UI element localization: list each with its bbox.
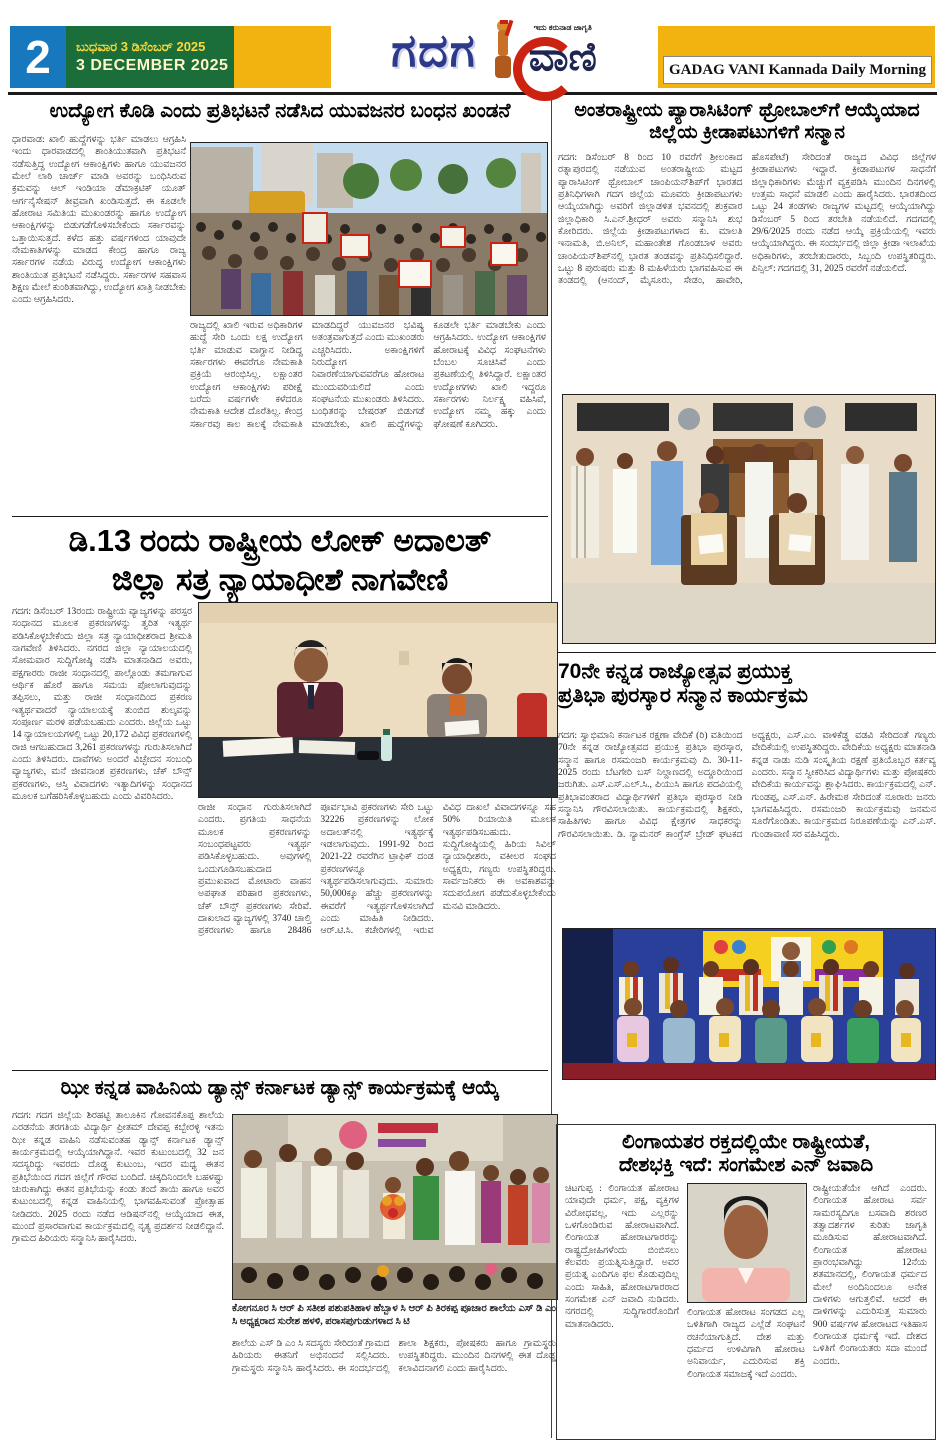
- lingayat-article-box: [556, 1124, 936, 1440]
- rajyotsava-body-columns: ಗದಗ: ಸ್ವಾಭಿಮಾನಿ ಕರ್ನಾಟಕ ರಕ್ಷಣಾ ವೇದಿಕೆ (ರಿ) ವತಿಯಿಂದ 70ನೇ ಕನ್ನಡ ರಾಜ್ಯೋತ್ಸವದ ಪ್ರಯುಕ್ತ ಪ್ರತಿಭಾ ಪುರಸ್ಕಾರ, ಸನ್ಮಾನ ಹಾಗೂ ರಸಮಂಜರಿ ಕಾರ್ಯಕ್ರಮವು ದಿ. 30-11-2025 ರಂದು ಬೆಟಗೇರಿ ಬಸ್ ನಿಲ್ದಾಣದಲ್ಲಿ ಅದ್ದೂರಿಯಿಂದ ಜರುಗಿತು. ಎಸ್.ಎಸ್.ಎಲ್.ಸಿ., ಪಿಯುಸಿ ಹಾಗೂ ಪದವಿಯಲ್ಲಿ ಪ್ರತಿಭಾವಂತರಾದ ವಿದ್ಯಾರ್ಥಿಗಳಿಗೆ ಪ್ರತಿಭಾ ಪುರಸ್ಕಾರ ನೀಡಿ ಸನ್ಮಾನಿಸಿ ಗೌರವಿಸಲಾಯಿತು. ಕಾರ್ಯಕ್ರಮದಲ್ಲಿ ಶಿಕ್ಷಕರು, ಸಾಹಿತಿಗಳು ಹಾಗೂ ವಿವಿಧ ಕ್ಷೇತ್ರಗಳ ಸಾಧಕರನ್ನು ಗೌರವಿಸಲಾಯಿತು. ಡಿ. ನ್ಯಾಮನರ್ ಕಾಂಗ್ರೆಸ್ ಬ್ರೇಡ್ ಘಟಕದ ಅಧ್ಯಕ್ಷರು, ಎಸ್.ಎಂ. ವಾಳಿಕೆಡ್ಡ ವಡವಿ ಸೇರಿದಂತೆ ಗಣ್ಯರು ವೇದಿಕೆಯಲ್ಲಿ ಉಪಸ್ಥಿತರಿದ್ದರು. ವೇದಿಕೆಯ ಅಧ್ಯಕ್ಷರು ಮಾತನಾಡಿ ಕನ್ನಡ ನಾಡು ನುಡಿ ಸಂಸ್ಕೃತಿಯ ರಕ್ಷಣೆ ಪ್ರತಿಯೊಬ್ಬರ ಕರ್ತವ್ಯ ಎಂದರು. ಸನ್ಮಾನ ಸ್ವೀಕರಿಸಿದ ವಿದ್ಯಾರ್ಥಿಗಳು ಮತ್ತು ಪೋಷಕರು ವೇದಿಕೆಯ ಕಾರ್ಯವನ್ನು ಶ್ಲಾಘಿಸಿದರು. ಕಾರ್ಯಕ್ರಮದಲ್ಲಿ ಎನ್. ಗುಂಡಪ್ಪ, ಎಸ್.ಎನ್. ಹಿರೇಮಠ ಸೇರಿದಂತೆ ನೂರಾರು ಜನರು ಭಾಗವಹಿಸಿದ್ದರು. ರಸಮಂಜರಿ ಕಾರ್ಯಕ್ರಮವು ಜನಮನ ಸೂರೆಗೊಂಡಿತು. ಕಾರ್ಯಕ್ರಮದ ನಿರೂಪಣೆಯನ್ನು ಎನ್.ಎಸ್. ಗುಂಡಾವಾಣಿ ಸರ ವಹಿಸಿದ್ದರು.: [558, 731, 936, 840]
- headline-rajyotsava: [558, 660, 936, 708]
- village-event-illustration: [233, 1115, 557, 1299]
- stage-group-photo: [562, 928, 936, 1080]
- headline-rajyotsava-line1: 70ನೇ ಕನ್ನಡ ರಾಜ್ಯೋತ್ಸವ ಪ್ರಯುಕ್ತ: [558, 660, 792, 683]
- header-yellow-block-left: [234, 26, 331, 88]
- page-number: 2: [25, 31, 51, 83]
- headline-rajyotsava-line2: ಪ್ರತಿಭಾ ಪುರಸ್ಕಾರ ಸನ್ಮಾನ ಕಾರ್ಯಕ್ರಮ: [558, 684, 808, 708]
- lingayat-col3: ರಾಷ್ಟ್ರೀಯತೆಯೇ ಆಗಿದೆ ಎಂದರು. ಲಿಂಗಾಯತ ಹೋರಾಟ ಸರ್ವ ಸಾಮರಸ್ಯದಿಗೂ ಬಸವಾದಿ ಶರಣರ ತತ್ವಾದರ್ಶಗಳ ಕುರಿತು ಜಾಗೃತಿ ಮೂಡಿಸುವ ಹೋರಾಟವಾಗಿದೆ. ಲಿಂಗಾಯತ ಹೋರಾಟ ಪ್ರಾರಂಭವಾಗಿದ್ದು 12ನೆಯ ಶತಮಾನದಲ್ಲಿ, ಲಿಂಗಾಯತ ಧರ್ಮದ ಮೇಲೆ ಅಂದಿನಿಂದಲೂ ಅನೇಕ ದಾಳಿಗಳು ಆಗುತ್ತಲಿವೆ. ಆದರೆ ಈ ದಾಳಿಗಳನ್ನು ಎದುರಿಸುತ್ತ ಸುಮಾರು 900 ವರ್ಷಗಳ ಹೋರಾಟದ ಇತಿಹಾಸ ಲಿಂಗಾಯತ ಧರ್ಮಕ್ಕೆ ಇದೆ. ದೇಶದ ಒಳಿತಿಗೆ ಲಿಂಗಾಯತರು ಸದಾ ಮುಂದೆ ಎಂದರು.: [813, 1184, 927, 1367]
- village-photo-caption: ಕೋಗನೂರ ಸಿ ಆರ್ ಪಿ ಸತೀಶ ಪಶುಪತಿಹಾಳ ಹೆಬ್ಬಾಳ ಸಿ ಆರ್ ಪಿ ತಿರಕಪ್ಪ ಪೂಜಾರ ಶಾಲೆಯ ಎಸ್ ಡಿ ಎಂ ಸಿ ಅಧ್ಯಕ್ಷರಾದ ಸುರೇಶ ಹಳಳಿ, ಪರಾಸಪುಗುಡುಗಳಾದ ಸಿ ಟಿ: [232, 1303, 556, 1327]
- section-rule-2: [12, 1070, 548, 1071]
- lok-adalat-lead-column: ಗದಗ: ಡಿಸೆಂಬರ್ 13ರಂದು ರಾಷ್ಟ್ರೀಯ ವ್ಯಾಜ್ಯಗಳನ್ನು ಪರಸ್ಪರ ಸಂಧಾನದ ಮೂಲಕ ಪ್ರಕರಣಗಳನ್ನು ತ್ವರಿತ ಇತ್ಯರ್ಥ ಪಡಿಸಿಕೊಳ್ಳಬೇಕೆಂದು ಜಿಲ್ಲಾ ಸತ್ರ ನ್ಯಾಯಾಧೀಶರಾದ ಶ್ರೀಮತಿ ನಾಗವೇಣಿ ತಿಳಿಸಿದರು. ನಗರದ ಜಿಲ್ಲಾ ನ್ಯಾಯಾಲಯದಲ್ಲಿ ಸೋಮವಾರ ಸುದ್ದಿಗೋಷ್ಠಿ ನಡೆಸಿ ಮಾತನಾಡಿದ ಅವರು, ಪಕ್ಷಗಾರರು ರಾಜೀ ಸಂಧಾನದಲ್ಲಿ ಪಾಲ್ಗೊಂಡು ತಮಗಾಗುವ ಆರ್ಥಿಕ ಹೊರೆ ಹಾಗೂ ಸಮಯ ಪೋಲಾಗುವುದನ್ನು ತಪ್ಪಿಸಲು, ಮತ್ತು ರಾಜೀ ಸಂಧಾನದಿಂದ ಪ್ರಕರಣ ಇತ್ಯರ್ಥವಾದರೆ ನ್ಯಾಯಾಲಯಕ್ಕೆ ತುಂಬಿದ ಶುಲ್ಕವನ್ನು ಸಂಪೂರ್ಣ ಮರಳಿ ಪಡೆಯಬಹುದು ಎಂದರು. ಜಿಲ್ಲೆಯ ಒಟ್ಟು 14 ನ್ಯಾಯಾಲಯಗಳಲ್ಲಿ ಒಟ್ಟು 20,172 ವಿವಿಧ ಪ್ರಕರಣಗಳಲ್ಲಿ ರಾಜಿ ಆಗಬಹುದಾದ 3,261 ಪ್ರಕರಣಗಳನ್ನು ಗುರುತಿಸಲಾಗಿದೆ ಎಂದು ತಿಳಿಸಿದರು. ದಾವೆಗಳು ಅಂದರೆ ವಿಚ್ಛೇದನ ಸಂಬಂಧಿ ವ್ಯಾಜ್ಯಗಳು, ಮನೆ ಜೀವನಾಂಶ ಪ್ರಕರಣಗಳು, ಚೆಕ್ ಬೌನ್ಸ್ ಪ್ರಕರಣಗಳು, ಆಸ್ತಿ ವಿವಾದಗಳು ಇತ್ಯಾದಿಗಳನ್ನು ಸಂಧಾನದ ಮೂಲಕ ಬಗೆಹರಿಸಿಕೊಳ್ಳಬಹುದು ಎಂದು ವಿವರಿಸಿದರು.: [12, 607, 192, 803]
- portrait-photo: [687, 1183, 807, 1303]
- headline-lingayat-line1: ಲಿಂಗಾಯತರ ರಕ್ತದಲ್ಲಿಯೇ ರಾಷ್ಟ್ರೀಯತೆ,: [622, 1131, 870, 1153]
- headline-throwball-line1: ಅಂತರಾಷ್ಟ್ರೀಯ ಪ್ಯಾರಾಸಿಟಿಂಗ್ ಥ್ರೋಬಾಲ್‌ಗೆ ಆಯ್ಕೆಯಾದ: [574, 100, 920, 121]
- headline-lingayat: [565, 1131, 927, 1177]
- dance-body-columns: ಶಾಲೆಯ ಎಸ್ ಡಿ ಎಂ ಸಿ ಸದಸ್ಯರು ಸೇರಿದಂತೆ ಗ್ರಾಮದ ಹಿರಿಯರು ಈತನಿಗೆ ಅಭಿನಂದನೆ ಸಲ್ಲಿಸಿದರು. ಗ್ರಾಮಸ್ಥರು ಸನ್ಮಾನಿಸಿ ಹಾರೈಸಿದರು. ಈ ಸಂದರ್ಭದಲ್ಲಿ ಶಾಲಾ ಶಿಕ್ಷಕರು, ಪೋಷಕರು ಹಾಗೂ ಗ್ರಾಮಸ್ಥರು ಉಪಸ್ಥಿತರಿದ್ದರು. ಮುಂದಿನ ದಿನಗಳಲ್ಲಿ ಈತ ದೊಡ್ಡ ಕಲಾವಿದನಾಗಲಿ ಎಂದು ಹಾರೈಸಿದರು.: [232, 1339, 556, 1374]
- dance-lead-column: ಗದಗ: ಗದಗ ಜಿಲ್ಲೆಯ ಶಿರಹಟ್ಟಿ ತಾಲೂಕಿನ ಗೋವನಕೊಪ್ಪ ಶಾಲೆಯ ಎರಡನೆಯ ತರಗತಿಯ ವಿದ್ಯಾರ್ಥಿ ಪ್ರೀತಮ್ ದೇವಪ್ಪ ಕಬ್ಬೇರಳ್ಳಿ ಇತನು ಝೀ ಕನ್ನಡ ವಾಹಿನಿ ನಡೆಸುವಂತಹ ಡ್ಯಾನ್ಸ್ ಕರ್ನಾಟಕ ಡ್ಯಾನ್ಸ್ ಕಾರ್ಯಕ್ರಮದಲ್ಲಿ ಆಯ್ಕೆಯಾಗಿದ್ದಾನೆ. ಇವರ ಕುಟುಂಬದಲ್ಲಿ 32 ಜನ ಸದಸ್ಯರಿದ್ದು ಇವರದು ದೊಡ್ಡ ಕುಟುಂಬ, ಇದರ ಮಧ್ಯ ಈತನ ಪ್ರತಿಭೆಯಿಂದ ಗದಗ ಜಿಲ್ಲೆಗೆ ಗೌರವ ಬಂದಿದೆ. ಚಿಕ್ಕದಿನಿಂದಲೇ ಬಹಳಷ್ಟು ಚುರುಕಾಗಿದ್ದು ಈತನ ಪ್ರತಿಭೆಯನ್ನು ಕಂಡು ತಂದೆ ತಾಯಿ ಹಾಗೂ ಅವರ ಕುಟುಂಬದಲ್ಲಿ ಕನ್ನಡ ವಾಹಿನಿಯಲ್ಲಿ ಭಾಗವಹಿಸುವಂತೆ ಪ್ರೋತ್ಸಾಹ ನೀಡಿದರು. 2025 ರಂದು ನಡೆದ ಆಡಿಷನ್‌ನಲ್ಲಿ ಆಯ್ಕೆಯಾದ ಈತ, ಮುಂದೆ ಪ್ರಸಾರವಾಗುವ ಕಾರ್ಯಕ್ರಮದಲ್ಲಿ ನೃತ್ಯ ಪ್ರದರ್ಶನ ನೀಡಲಿದ್ದಾನೆ. ಗ್ರಾಮದ ಹಿರಿಯರು ಸನ್ಮಾನಿಸಿ ಹಾರೈಸಿದರು.: [12, 1111, 224, 1245]
- english-banner-text: GADAG VANI Kannada Daily Morning: [669, 61, 926, 78]
- protest-photo: [190, 142, 548, 316]
- lingayat-col1: ಚಿಟಗುಪ್ಪ : ಲಿಂಗಾಯತ ಹೋರಾಟ ಯಾವುದೇ ಧರ್ಮ, ಪಕ್ಷ, ವ್ಯಕ್ತಿಗಳ ವಿರೋಧವಲ್ಲ, ಇದು ಎಲ್ಲರನ್ನು ಒಳಗೊಂಡಿರುವ ಹೋರಾಟವಾಗಿದೆ. ಲಿಂಗಾಯತ ಹೋರಾಟಗಾರರನ್ನು ರಾಷ್ಟ್ರದ್ರೋಹಿಗಳೆಂದು ಬಿಂಬಿಸಲು ಕೆಲವರು ಪ್ರಯತ್ನಿಸುತ್ತಿದ್ದಾರೆ. ಅವರ ಪ್ರಯತ್ನ ಎಂದಿಗೂ ಫಲ ಕೊಡುವುದಿಲ್ಲ ಎಂದು ಸಾಹಿತಿ, ಹೋರಾಟಗಾರರಾದ ಸಂಗಮೇಶ ಎನ್ ಜವಾದಿ ನುಡಿದರು. ನಗರದಲ್ಲಿ ಸುದ್ದಿಗಾರರೊಂದಿಗೆ ಮಾತನಾಡಿದರು.: [565, 1184, 679, 1330]
- date-english: 3 DECEMBER 2025: [76, 57, 229, 74]
- header-rule: [8, 92, 937, 95]
- headline-lok-adalat-line2: ಜಿಲ್ಲಾ ಸತ್ರ ನ್ಯಾಯಾಧೀಶೆ ನಾಗವೇಣಿ: [111, 561, 449, 597]
- date-box: [66, 26, 244, 88]
- section-rule-3: [558, 652, 936, 653]
- headline-lok-adalat-line1: ಡಿ.13 ರಂದು ರಾಷ್ಟ್ರೀಯ ಲೋಕ್ ಅದಾಲತ್: [68, 523, 492, 558]
- village-event-photo: [232, 1114, 558, 1300]
- protest-photo-illustration: [191, 143, 547, 315]
- masthead-tagline: ಇದು ಕರುನಾಡ ಜಾಗೃತಿ: [533, 22, 592, 32]
- headline-dance: ಝೀ ಕನ್ನಡ ವಾಹಿನಿಯ ಡ್ಯಾನ್ಸ್ ಕರ್ನಾಟಕ ಡ್ಯಾನ್ಸ್ ಕಾರ್ಯಕ್ರಮಕ್ಕೆ ಆಯ್ಕೆ: [60, 1077, 500, 1099]
- press-conference-photo: [198, 602, 558, 798]
- headline-lingayat-line2: ದೇಶಭಕ್ತಿ ಇದೆ: ಸಂಗಮೇಶ ಎನ್ ಜವಾದಿ: [618, 1154, 874, 1176]
- headline-protest: ಉದ್ಯೋಗ ಕೊಡಿ ಎಂದು ಪ್ರತಿಭಟನೆ ನಡೆಸಿದ ಯುವಜನರ ಬಂಧನ ಖಂಡನೆ: [49, 100, 511, 122]
- english-banner: [663, 56, 932, 84]
- masthead: [331, 12, 657, 90]
- masthead-word-vani: ವಾಣಿ: [528, 34, 597, 79]
- headline-lok-adalat: [12, 522, 548, 600]
- headline-throwball: [558, 100, 936, 144]
- section-rule-1: [12, 516, 548, 517]
- throwball-body-columns: ಗದಗ: ಡಿಸೆಂಬರ್ 8 ರಿಂದ 10 ರವರೆಗೆ ಶ್ರೀಲಂಕಾದ ರತ್ನಾಪುರದಲ್ಲಿ ನಡೆಯುವ ಅಂತರಾಷ್ಟ್ರೀಯ ಮಟ್ಟದ ಪ್ಯಾರಾಸಿಟಿಂಗ್ ಥ್ರೋಬಾಲ್ ಚಾಂಪಿಯನ್‌ಶಿಪ್‌ಗೆ ಭಾರತದ ಪ್ರತಿನಿಧಿಗಳಾಗಿ ಗದಗ ಜಿಲ್ಲೆಯ ಮೂವರು ಕ್ರೀಡಾಪಟುಗಳು ಆಯ್ಕೆಯಾಗಿದ್ದು ಅವರಿಗೆ ಜಿಲ್ಲಾಡಳಿತ ಭವನದಲ್ಲಿ ಶುಕ್ರವಾರ ಜಿಲ್ಲಾಧಿಕಾರಿ ಸಿ.ಎನ್.ಶ್ರೀಧರ್ ಅವರು ಸನ್ಮಾನಿಸಿ ಶುಭ ಕೋರಿದರು. ಜಿಲ್ಲೆಯ ಕ್ರೀಡಾಪಟುಗಳಾದ ಕು. ಮಾಲತಿ ಇನಾಮತಿ, ಬಿ.ಅನಿಲ್, ಮಹಾಂತೇಶ ಗೊಂಡಬಾಳ ಅವರು ಚಾಂಪಿಯನ್‌ಶಿಪ್‌ನಲ್ಲಿ ಭಾರತ ತಂಡವನ್ನು ಪ್ರತಿನಿಧಿಸಲಿದ್ದಾರೆ. ಒಟ್ಟು 8 ಪುರುಷರು ಮತ್ತು 8 ಮಹಿಳೆಯರು ಭಾಗವಹಿಸುವ ಈ ತಂಡದಲ್ಲಿ (ಆನಂದ್, ಮೈಸೂರು, ಸೇಡಂ, ಹಾವೇರಿ, ಹೊಸಪೇಟೆ) ಸೇರಿದಂತೆ ರಾಜ್ಯದ ವಿವಿಧ ಜಿಲ್ಲೆಗಳ ಕ್ರೀಡಾಪಟುಗಳು ಇದ್ದಾರೆ. ಕ್ರೀಡಾಪಟುಗಳ ಸಾಧನೆಗೆ ಜಿಲ್ಲಾಧಿಕಾರಿಗಳು ಮೆಚ್ಚುಗೆ ವ್ಯಕ್ತಪಡಿಸಿ ಮುಂದಿನ ದಿನಗಳಲ್ಲಿ ಉತ್ತಮ ಸಾಧನೆ ಮಾಡಲಿ ಎಂದು ಹಾರೈಸಿದರು. ಭಾರತದಿಂದ ಒಟ್ಟು 24 ತಂಡಗಳು ರಾಜ್ಯಗಳ ಮಟ್ಟದಲ್ಲಿ ಆಯ್ಕೆಯಾಗಿದ್ದು ಡಿಸೆಂಬರ್ 5 ರಿಂದ ತರಬೇತಿ ನಡೆಯಲಿದೆ. ಗದಗದಲ್ಲಿ 29/6/2025 ರಂದು ನಡೆದ ಆಯ್ಕೆ ಪ್ರಕ್ರಿಯೆಯಲ್ಲಿ ಇವರು ಆಯ್ಕೆಯಾಗಿದ್ದರು. ಈ ಸಂದರ್ಭದಲ್ಲಿ ಜಿಲ್ಲಾ ಕ್ರೀಡಾ ಇಲಾಖೆಯ ಅಧಿಕಾರಿಗಳು, ತರಬೇತುದಾರರು, ಸಿಬ್ಬಂದಿ ಉಪಸ್ಥಿತರಿದ್ದರು. ಪಿನ್ಸಿಲ್: ಗದಗದಲ್ಲಿ 31, 2025 ರವರೆಗೆ ನಡೆಯಲಿದೆ.: [558, 153, 936, 287]
- portrait-illustration: [688, 1184, 804, 1302]
- officials-group-photo: [562, 394, 936, 644]
- stage-group-illustration: [563, 929, 935, 1079]
- date-kannada: ಬುಧವಾರ 3 ಡಿಸೆಂಬರ್ 2025: [76, 39, 206, 54]
- headline-throwball-line2: ಜಿಲ್ಲೆಯ ಕ್ರೀಡಾಪಟುಗಳಿಗೆ ಸನ್ಮಾನ: [649, 121, 845, 143]
- protest-lead-column: ಧಾರವಾಡ: ಖಾಲಿ ಹುದ್ದೆಗಳನ್ನು ಭರ್ತಿ ಮಾಡಲು ಆಗ್ರಹಿಸಿ ಇಂದು ಧಾರವಾಡದಲ್ಲಿ ಶಾಂತಿಯುತವಾಗಿ ಪ್ರತಿಭಟನೆ ನಡೆಸುತ್ತಿದ್ದ ಉದ್ಯೋಗ ಆಕಾಂಕ್ಷಿಗಳು ಹಾಗೂ ಯುವಜನರ ಮೇಲೆ ಲಾಠಿ ಚಾರ್ಜ್ ಮಾಡಿ ಅವರನ್ನು ಬಂಧಿಸಿರುವ ಕ್ರಮವನ್ನು ಆಲ್ ಇಂಡಿಯಾ ಡೆಮಾಕ್ರಟಿಕ್ ಯೂತ್ ಆರ್ಗನೈಸೇಷನ್ ತೀವ್ರವಾಗಿ ಖಂಡಿಸುತ್ತದೆ. ಈ ಕೂಡಲೇ ಹೋರಾಟ ಸಮಿತಿಯ ಮುಖಂಡರನ್ನು ಹಾಗೂ ಉದ್ಯೋಗ ಆಕಾಂಕ್ಷಿಗಳನ್ನು ಬಿಡುಗಡೆಗೊಳಿಸಬೇಕೆಂದು ಸರ್ಕಾರವನ್ನು ಒತ್ತಾಯಿಸುತ್ತದೆ. ಕಳೆದ ಹತ್ತು ವರ್ಷಗಳಿಂದ ಯಾವುದೇ ನೇಮಕಾತಿಗಳನ್ನು ಮಾಡದ ಕೇಂದ್ರ ಹಾಗೂ ರಾಜ್ಯ ಸರ್ಕಾರಗಳ ನಡೆಯ ವಿರುದ್ಧ ಉದ್ಯೋಗ ಆಕಾಂಕ್ಷಿಗಳು ಶಾಂತಿಯುತ ಪ್ರತಿಭಟನೆ ನಡೆಸಿದ್ದರು. ಸರ್ಕಾರಗಳ ಸಹವಾಸ ಶಿಕ್ಷಣ ಮೇಲೆ ಕುಂಠಿತವಾಗಿದ್ದು, ಉದ್ಯೋಗ ಖಾತ್ರಿ ನೀಡಬೇಕು ಎಂದು ಆಗ್ರಹಿಸಿದರು.: [12, 135, 186, 306]
- lingayat-col2: ಲಿಂಗಾಯತ ಹೋರಾಟ ಸಂಗಡದ ಎಲ್ಲ ಒಳಿತಿಗಾಗಿ ರಾಜ್ಯದ ಎಲ್ಲೆಡೆ ಸಂಘಟನೆ ರಚನೆಯಾಗುತ್ತಿದೆ. ದೇಶ ಮತ್ತು ಧರ್ಮದ ಉಳಿವಿಗಾಗಿ ಹೋರಾಟ ಅನಿವಾರ್ಯ, ಎದುರಿಸುವ ಶಕ್ತಿ ಲಿಂಗಾಯತ ಸಮಾಜಕ್ಕೆ ಇದೆ ಎಂದರು.: [687, 1308, 805, 1380]
- masthead-word-gadag: ಗದಗ: [391, 24, 477, 76]
- protest-body-columns: ರಾಜ್ಯದಲ್ಲಿ ಖಾಲಿ ಇರುವ ಅಧಿಕಾರಿಗಳ ಹುದ್ದೆ ಸೇರಿ ಒಂದು ಲಕ್ಷ ಉದ್ಯೋಗ ಭರ್ತಿ ಮಾಡುವ ವಾಗ್ದಾನ ನೀಡಿದ್ದ ಸರ್ಕಾರಗಳು ಈವರೆಗೂ ನೇಮಕಾತಿ ಪ್ರಕ್ರಿಯೆ ಆರಂಭಿಸಿಲ್ಲ. ಲಕ್ಷಾಂತರ ಉದ್ಯೋಗ ಆಕಾಂಕ್ಷಿಗಳು ಪರೀಕ್ಷೆ ಬರೆದು ವರ್ಷಗಳೇ ಕಳೆದರೂ ನೇಮಕಾತಿ ಆದೇಶ ದೊರೆತಿಲ್ಲ. ಕೇಂದ್ರ ಸರ್ಕಾರವು ಕಾಲ ಕಾಲಕ್ಕೆ ನೇಮಕಾತಿ ಮಾಡದಿದ್ದರೆ ಯುವಜನರ ಭವಿಷ್ಯ ಅತಂತ್ರವಾಗುತ್ತದೆ ಎಂದು ಮುಖಂಡರು ಎಚ್ಚರಿಸಿದರು. ಅಕಾಂಕ್ಷಿಗಳಿಗೆ ನಿರುದ್ಯೋಗ ನಿವಾರಣೆಯಾಗುವವರೆಗೂ ಹೋರಾಟ ಮುಂದುವರಿಯಲಿದೆ ಎಂದು ಸಂಘಟನೆಯ ಮುಖಂಡರು ತಿಳಿಸಿದರು. ಬಂಧಿತರನ್ನು ಬೇಷರತ್ ಬಿಡುಗಡೆ ಮಾಡಬೇಕು, ಖಾಲಿ ಹುದ್ದೆಗಳನ್ನು ಕೂಡಲೇ ಭರ್ತಿ ಮಾಡಬೇಕು ಎಂದು ಆಗ್ರಹಿಸಿದರು. ಉದ್ಯೋಗ ಆಕಾಂಕ್ಷಿಗಳ ಹೋರಾಟಕ್ಕೆ ವಿವಿಧ ಸಂಘಟನೆಗಳು ಬೆಂಬಲ ಸೂಚಿಸಿವೆ ಎಂದು ಪ್ರಕಟಣೆಯಲ್ಲಿ ತಿಳಿಸಿದ್ದಾರೆ. ಲಕ್ಷಾಂತರ ಉದ್ಯೋಗಗಳು ಖಾಲಿ ಇದ್ದರೂ ಸರ್ಕಾರಗಳು ನಿರ್ಲಕ್ಷ್ಯ ವಹಿಸಿವೆ, ಉದ್ಯೋಗ ನಮ್ಮ ಹಕ್ಕು ಎಂದು ಘೋಷಣೆ ಕೂಗಿದರು.: [190, 321, 546, 430]
- page-number-badge: [10, 26, 66, 88]
- press-conference-illustration: [199, 603, 557, 797]
- lok-adalat-body-columns: ರಾಜೀ ಸಂಧಾನ ಗುರುತಿಸಲಾಗಿದೆ ಎಂದರು. ಪ್ರಗತಿಯ ಸಾಧನೆಯ ಮೂಲಕ ಪ್ರಕರಣಗಳನ್ನು ಸಂಬಂಧಪಟ್ಟವರು ಇತ್ಯರ್ಥ ಪಡಿಸಿಕೊಳ್ಳಬಹುದು. ಅವುಗಳಲ್ಲಿ ಒಂದುಗೂಡಿಸಬಹುದಾದ ಪ್ರಮುಖವಾದ ಮೋಟಾರು ವಾಹನ ಅಪಘಾತ ಪರಿಹಾರ ಪ್ರಕರಣಗಳು, ಚೆಕ್ ಬೌನ್ಸ್ ಪ್ರಕರಣಗಳು ಸೇರಿವೆ. ದಾಖಲಾದ ವ್ಯಾಜ್ಯಗಳಲ್ಲಿ 3740 ಚಾಲ್ತಿ ಪ್ರಕರಣಗಳು ಹಾಗೂ 28486 ಪೂರ್ವಭಾವಿ ಪ್ರಕರಣಗಳು ಸೇರಿ ಒಟ್ಟು 32226 ಪ್ರಕರಣಗಳನ್ನು ಲೋಕ ಅದಾಲತ್‌ನಲ್ಲಿ ಇತ್ಯರ್ಥಕ್ಕೆ ಇಡಲಾಗುವುದು. 1991-92 ರಿಂದ 2021-22 ರವರೆಗಿನ ಟ್ರಾಫಿಕ್ ದಂಡ ಪ್ರಕರಣಗಳನ್ನೂ ಇತ್ಯರ್ಥಪಡಿಸಲಾಗುವುದು. ಸುಮಾರು 50,000ಕ್ಕೂ ಹೆಚ್ಚು ಪ್ರಕರಣಗಳನ್ನು ಈವರೆಗೆ ಇತ್ಯರ್ಥಗೊಳಿಸಲಾಗಿದೆ ಎಂದು ಮಾಹಿತಿ ನೀಡಿದರು. ಆರ್.ಟಿ.ಸಿ. ಕಚೇರಿಗಳಲ್ಲಿ ಇರುವ ವಿವಿಧ ದಾಖಲೆ ವಿವಾದಗಳನ್ನೂ ಸಹ 50% ರಿಯಾಯಿತಿ ಮೂಲಕ ಇತ್ಯರ್ಥಪಡಿಸಬಹುದು. ಸುದ್ದಿಗೋಷ್ಠಿಯಲ್ಲಿ ಹಿರಿಯ ಸಿವಿಲ್ ನ್ಯಾಯಾಧೀಶರು, ವಕೀಲರ ಸಂಘದ ಅಧ್ಯಕ್ಷರು, ಗಣ್ಯರು ಉಪಸ್ಥಿತರಿದ್ದರು. ಸಾರ್ವಜನಿಕರು ಈ ಅವಕಾಶವನ್ನು ಸದುಪಯೋಗ ಪಡೆದುಕೊಳ್ಳಬೇಕೆಂದು ಮನವಿ ಮಾಡಿದರು.: [198, 803, 556, 937]
- officials-group-illustration: [563, 395, 935, 643]
